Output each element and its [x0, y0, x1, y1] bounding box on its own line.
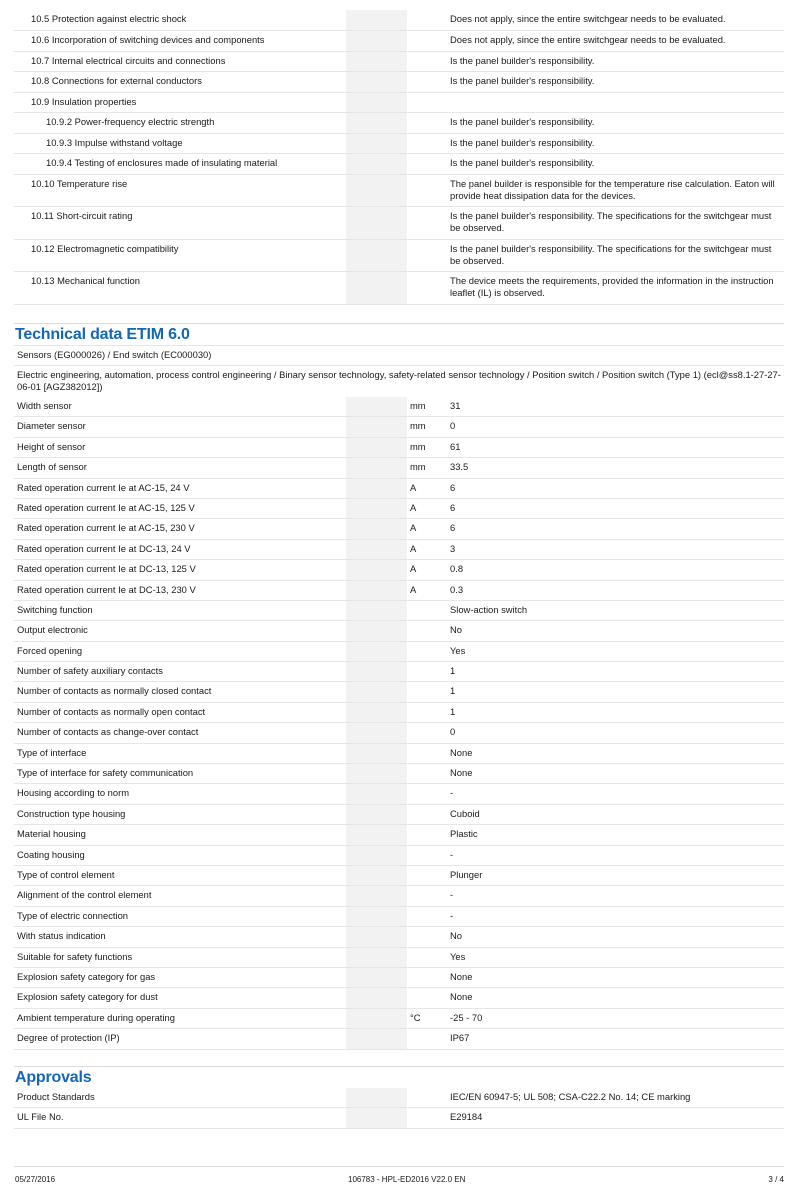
- spec-label: Coating housing: [14, 845, 346, 865]
- spec-shaded-cell: [346, 498, 407, 518]
- spec-value: Cuboid: [447, 804, 784, 824]
- spec-value: The device meets the requirements, provided the information in the instruction leaflet (IL) is observed.: [447, 272, 784, 305]
- spec-label: Rated operation current Ie at DC-13, 230 V: [14, 580, 346, 600]
- spec-label: Width sensor: [17, 399, 72, 411]
- spec-shaded-cell: [346, 947, 407, 967]
- spec-unit: [407, 1088, 447, 1108]
- spec-label: Explosion safety category for gas: [14, 967, 346, 987]
- spec-value: Is the panel builder's responsibility.: [447, 154, 784, 175]
- spec-row: [14, 207, 784, 240]
- spec-row: [14, 1088, 784, 1108]
- spec-label: Type of electric connection: [14, 906, 346, 926]
- spec-row: [14, 154, 784, 175]
- spec-label: Rated operation current Ie at DC-13, 24 V: [14, 539, 346, 559]
- spec-shaded-cell: [346, 825, 407, 845]
- spec-value: 6: [447, 498, 784, 518]
- spec-unit: A: [407, 580, 447, 600]
- spec-value: -: [447, 845, 784, 865]
- spec-value: Is the panel builder's responsibility.: [447, 113, 784, 134]
- spec-shaded-cell: [346, 478, 407, 498]
- spec-shaded-cell: [346, 72, 407, 93]
- spec-shaded-cell: [346, 539, 407, 559]
- spec-unit: [407, 51, 447, 72]
- spec-unit: mm: [410, 399, 426, 411]
- spec-shaded-cell: [346, 906, 407, 926]
- spec-value: 6: [447, 478, 784, 498]
- spec-unit: [407, 31, 447, 52]
- spec-row: [14, 865, 784, 885]
- spec-shaded-cell: [346, 723, 407, 743]
- spec-unit: [407, 92, 447, 113]
- spec-value: The panel builder is responsible for the temperature rise calculation. Eaton will provide heat dissipation data for the devices.: [447, 174, 784, 207]
- datasheet-page: [14, 10, 784, 1129]
- spec-value: -25 - 70: [447, 1008, 784, 1028]
- spec-label: Number of contacts as change-over contact: [14, 723, 346, 743]
- spec-shaded-cell: [346, 1108, 407, 1128]
- spec-value: Plunger: [447, 865, 784, 885]
- spec-label: Diameter sensor: [14, 417, 346, 437]
- spec-value: Yes: [447, 641, 784, 661]
- spec-label: Forced opening: [14, 641, 346, 661]
- spec-label: Length of sensor: [14, 458, 346, 478]
- spec-unit: mm: [407, 417, 447, 437]
- spec-row: [14, 743, 784, 763]
- spec-value: 33.5: [447, 458, 784, 478]
- spec-unit: [407, 723, 447, 743]
- spec-row: [14, 458, 784, 478]
- spec-unit: [407, 239, 447, 272]
- spec-unit: [407, 1029, 447, 1049]
- spec-shaded-cell: [346, 927, 407, 947]
- spec-unit: [407, 174, 447, 207]
- spec-label: Number of contacts as normally closed contact: [14, 682, 346, 702]
- spec-value: 1: [447, 682, 784, 702]
- spec-row: [14, 886, 784, 906]
- spec-value: 0.8: [447, 560, 784, 580]
- spec-shaded-cell: [346, 154, 407, 175]
- spec-row: [14, 113, 784, 134]
- spec-row: [14, 967, 784, 987]
- spec-label: Explosion safety category for dust: [14, 988, 346, 1008]
- spec-row: [14, 478, 784, 498]
- spec-unit: [407, 272, 447, 305]
- spec-unit: [407, 72, 447, 93]
- footer-date: 05/27/2016: [15, 1175, 56, 1184]
- spec-value: Is the panel builder's responsibility.: [447, 133, 784, 154]
- spec-row: [14, 845, 784, 865]
- spec-shaded-cell: [346, 207, 407, 240]
- etim-table: [14, 397, 784, 1050]
- spec-value: -: [447, 906, 784, 926]
- spec-unit: A: [407, 498, 447, 518]
- spec-shaded-cell: [346, 31, 407, 52]
- spec-value: 0: [447, 417, 784, 437]
- spec-row: [14, 927, 784, 947]
- spec-unit: [407, 804, 447, 824]
- spec-value: Does not apply, since the entire switchgear needs to be evaluated.: [450, 13, 726, 24]
- spec-value: 31: [450, 399, 461, 411]
- spec-value: 1: [447, 662, 784, 682]
- page-footer: [14, 1166, 784, 1190]
- spec-shaded-cell: [346, 600, 407, 620]
- spec-row: [14, 498, 784, 518]
- spec-row: [14, 723, 784, 743]
- spec-row: [14, 580, 784, 600]
- spec-shaded-cell: [346, 845, 407, 865]
- spec-unit: [407, 764, 447, 784]
- spec-label: Rated operation current Ie at AC-15, 230 V: [14, 519, 346, 539]
- spec-value: Is the panel builder's responsibility.: [447, 72, 784, 93]
- spec-label: 10.5 Protection against electric shock: [31, 13, 187, 24]
- spec-shaded-cell: [346, 1088, 407, 1108]
- spec-unit: [407, 784, 447, 804]
- spec-row: [14, 621, 784, 641]
- spec-row: [14, 539, 784, 559]
- spec-unit: [407, 702, 447, 722]
- spec-unit: [407, 682, 447, 702]
- spec-shaded-cell: [346, 804, 407, 824]
- spec-shaded-cell: [346, 702, 407, 722]
- spec-shaded-cell: [346, 764, 407, 784]
- spec-unit: [407, 886, 447, 906]
- spec-label: Type of interface for safety communication: [14, 764, 346, 784]
- spec-row: [14, 239, 784, 272]
- spec-shaded-cell: [346, 560, 407, 580]
- spec-label: 10.9.4 Testing of enclosures made of insulating material: [14, 154, 346, 175]
- spec-unit: [407, 845, 447, 865]
- spec-unit: [407, 641, 447, 661]
- spec-label: Alignment of the control element: [14, 886, 346, 906]
- spec-value: E29184: [447, 1108, 784, 1128]
- spec-row: [14, 1008, 784, 1028]
- spec-shaded-cell: [346, 437, 407, 457]
- approvals-table: [14, 1088, 784, 1129]
- spec-shaded-cell: [346, 519, 407, 539]
- spec-shaded-cell: [346, 580, 407, 600]
- spec-row: [14, 641, 784, 661]
- spec-row: [14, 988, 784, 1008]
- spec-unit: [407, 113, 447, 134]
- spec-row: [14, 1108, 784, 1128]
- spec-row: [14, 804, 784, 824]
- spec-label: Number of safety auxiliary contacts: [14, 662, 346, 682]
- spec-label: Rated operation current Ie at DC-13, 125 V: [14, 560, 346, 580]
- spec-shaded-cell: [346, 662, 407, 682]
- spec-value: 0.3: [447, 580, 784, 600]
- spec-label: Construction type housing: [14, 804, 346, 824]
- spec-unit: [407, 10, 447, 31]
- spec-shaded-cell: [346, 239, 407, 272]
- spec-label: Height of sensor: [14, 437, 346, 457]
- spec-row: [14, 702, 784, 722]
- spec-label: With status indication: [14, 927, 346, 947]
- spec-label: Rated operation current Ie at AC-15, 125 V: [14, 498, 346, 518]
- spec-value: 0: [447, 723, 784, 743]
- spec-shaded-cell: [346, 988, 407, 1008]
- spec-row: [14, 72, 784, 93]
- spec-label: 10.9 Insulation properties: [14, 92, 346, 113]
- spec-row: [14, 519, 784, 539]
- spec-value: IP67: [447, 1029, 784, 1049]
- spec-shaded-cell: [346, 113, 407, 134]
- spec-label: 10.8 Connections for external conductors: [14, 72, 346, 93]
- spec-unit: [407, 662, 447, 682]
- spec-value: Is the panel builder's responsibility. The specifications for the switchgear must be observed.: [447, 207, 784, 240]
- spec-shaded-cell: [346, 621, 407, 641]
- spec-shaded-cell: [346, 967, 407, 987]
- spec-unit: °C: [407, 1008, 447, 1028]
- spec-label: Number of contacts as normally open contact: [14, 702, 346, 722]
- spec-row: [14, 600, 784, 620]
- spec-value: IEC/EN 60947-5; UL 508; CSA-C22.2 No. 14; CE marking: [450, 1090, 691, 1102]
- spec-shaded-cell: [346, 784, 407, 804]
- spec-label: UL File No.: [14, 1108, 346, 1128]
- spec-label: 10.7 Internal electrical circuits and connections: [14, 51, 346, 72]
- spec-value: Slow-action switch: [447, 600, 784, 620]
- spec-unit: mm: [407, 458, 447, 478]
- etim-section-title: Technical data ETIM 6.0: [15, 325, 190, 343]
- spec-unit: [407, 927, 447, 947]
- spec-unit: A: [407, 519, 447, 539]
- approvals-section-title: Approvals: [15, 1068, 92, 1086]
- etim-group: Sensors (EG000026) / End switch (EC000030): [14, 345, 784, 365]
- spec-value: No: [447, 927, 784, 947]
- spec-shaded-cell: [346, 10, 407, 31]
- spec-label: Output electronic: [14, 621, 346, 641]
- spec-row: [14, 906, 784, 926]
- spec-value: 61: [447, 437, 784, 457]
- spec-shaded-cell: [346, 92, 407, 113]
- spec-row: [14, 417, 784, 437]
- etim-classification: Electric engineering, automation, process control engineering / Binary sensor technology, safety-related sensor technology / Position switch / Position switch (Type 1) (ecl@ss8.1-27-27-06-01 [AGZ382012]): [14, 365, 784, 397]
- spec-value: Yes: [447, 947, 784, 967]
- footer-document-id: 106783 - HPL-ED2016 V22.0 EN: [348, 1175, 466, 1184]
- spec-value: 6: [447, 519, 784, 539]
- spec-shaded-cell: [346, 272, 407, 305]
- spec-row: [14, 682, 784, 702]
- spec-unit: [407, 1108, 447, 1128]
- spec-row: [14, 51, 784, 72]
- spec-value: 1: [447, 702, 784, 722]
- spec-unit: [407, 600, 447, 620]
- spec-value: 3: [447, 539, 784, 559]
- spec-shaded-cell: [346, 174, 407, 207]
- spec-shaded-cell: [346, 51, 407, 72]
- spec-label: 10.10 Temperature rise: [14, 174, 346, 207]
- spec-unit: [407, 906, 447, 926]
- spec-row: [14, 397, 784, 417]
- spec-row: [14, 272, 784, 305]
- spec-label: Switching function: [14, 600, 346, 620]
- spec-row: [14, 825, 784, 845]
- spec-shaded-cell: [346, 865, 407, 885]
- spec-label: 10.12 Electromagnetic compatibility: [14, 239, 346, 272]
- spec-unit: [407, 825, 447, 845]
- spec-label: 10.9.2 Power-frequency electric strength: [14, 113, 346, 134]
- spec-row: [14, 784, 784, 804]
- spec-unit: A: [407, 539, 447, 559]
- spec-row: [14, 560, 784, 580]
- spec-label: Ambient temperature during operating: [14, 1008, 346, 1028]
- spec-unit: [407, 743, 447, 763]
- spec-shaded-cell: [346, 397, 407, 417]
- spec-row: [14, 10, 784, 31]
- spec-row: [14, 764, 784, 784]
- spec-shaded-cell: [346, 417, 407, 437]
- spec-label: Rated operation current Ie at AC-15, 24 V: [14, 478, 346, 498]
- spec-value: Is the panel builder's responsibility.: [447, 51, 784, 72]
- spec-row: [14, 947, 784, 967]
- spec-value: No: [447, 621, 784, 641]
- spec-shaded-cell: [346, 1029, 407, 1049]
- spec-row: [14, 31, 784, 52]
- spec-label: Housing according to norm: [14, 784, 346, 804]
- spec-shaded-cell: [346, 682, 407, 702]
- spec-unit: [407, 621, 447, 641]
- spec-label: Type of control element: [14, 865, 346, 885]
- spec-shaded-cell: [346, 743, 407, 763]
- spec-unit: [407, 947, 447, 967]
- iec-verification-table: [14, 10, 784, 305]
- spec-label: 10.13 Mechanical function: [14, 272, 346, 305]
- spec-label: Suitable for safety functions: [14, 947, 346, 967]
- spec-row: [14, 92, 784, 113]
- spec-value: None: [447, 743, 784, 763]
- spec-value: None: [447, 988, 784, 1008]
- spec-value: None: [447, 967, 784, 987]
- spec-unit: A: [407, 478, 447, 498]
- spec-unit: [407, 988, 447, 1008]
- spec-label: 10.6 Incorporation of switching devices and components: [14, 31, 346, 52]
- spec-label: Type of interface: [14, 743, 346, 763]
- spec-value: None: [447, 764, 784, 784]
- spec-unit: [407, 154, 447, 175]
- spec-shaded-cell: [346, 1008, 407, 1028]
- spec-unit: [407, 133, 447, 154]
- spec-row: [14, 174, 784, 207]
- spec-unit: A: [407, 560, 447, 580]
- spec-label: Degree of protection (IP): [14, 1029, 346, 1049]
- spec-unit: [407, 967, 447, 987]
- spec-shaded-cell: [346, 886, 407, 906]
- spec-row: [14, 437, 784, 457]
- spec-value: -: [447, 784, 784, 804]
- spec-value: -: [447, 886, 784, 906]
- footer-page-number: 3 / 4: [768, 1175, 784, 1184]
- spec-value: Does not apply, since the entire switchgear needs to be evaluated.: [447, 31, 784, 52]
- spec-label: Material housing: [14, 825, 346, 845]
- spec-label: 10.11 Short-circuit rating: [14, 207, 346, 240]
- spec-value: [447, 92, 784, 113]
- spec-row: [14, 1029, 784, 1049]
- spec-shaded-cell: [346, 133, 407, 154]
- spec-shaded-cell: [346, 641, 407, 661]
- spec-label: Product Standards: [17, 1090, 95, 1102]
- spec-label: 10.9.3 Impulse withstand voltage: [14, 133, 346, 154]
- spec-unit: [407, 207, 447, 240]
- spec-unit: mm: [407, 437, 447, 457]
- spec-shaded-cell: [346, 458, 407, 478]
- spec-row: [14, 133, 784, 154]
- spec-row: [14, 662, 784, 682]
- spec-unit: [407, 865, 447, 885]
- spec-value: Is the panel builder's responsibility. The specifications for the switchgear must be observed.: [447, 239, 784, 272]
- spec-value: Plastic: [447, 825, 784, 845]
